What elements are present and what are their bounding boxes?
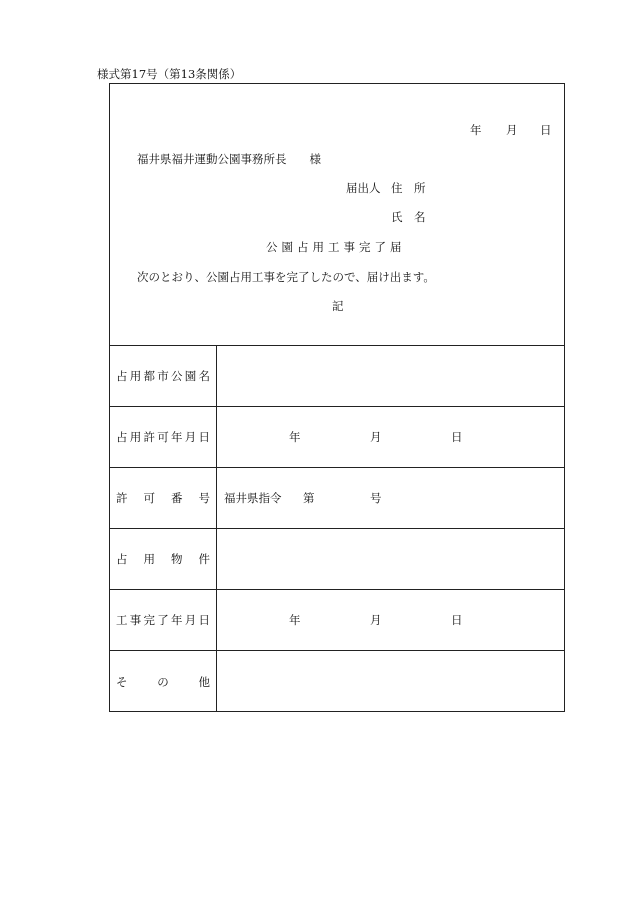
notifier-label: 届出人 (346, 181, 381, 195)
table-row-completion-date (110, 590, 564, 651)
permit-number-prefix: 福井県指令 (224, 491, 282, 505)
notifier-address-label: 住 所 (391, 181, 426, 195)
permit-date-year: 年 (289, 430, 301, 444)
completion-date-month: 月 (370, 613, 382, 627)
permit-date-field[interactable] (217, 407, 564, 467)
permit-number-dai: 第 (303, 491, 315, 505)
row-label: 占 用 都 市 公 園 名 (116, 369, 210, 383)
table-row-other (110, 651, 564, 712)
ki-mark: 記 (332, 299, 344, 313)
form-number-label: 様式第17号（第13条関係） (97, 67, 242, 81)
row-label: 占 用 許 可 年 月 日 (116, 430, 210, 444)
table-row-permit-date (110, 407, 564, 468)
table-row-occupied-object (110, 529, 564, 590)
completion-date-field[interactable] (217, 590, 564, 650)
permit-number-field[interactable] (217, 468, 564, 528)
permit-date-day: 日 (451, 430, 463, 444)
addressee: 福井県福井運動公園事務所長 様 (137, 152, 321, 166)
document-title: 公園占用工事完了届 (266, 240, 406, 254)
date-day: 日 (540, 123, 552, 137)
completion-date-year: 年 (289, 613, 301, 627)
park-name-field[interactable] (217, 346, 564, 406)
form-header (110, 84, 564, 346)
date-month: 月 (506, 123, 518, 137)
permit-date-month: 月 (370, 430, 382, 444)
row-label: そ の 他 (116, 674, 210, 689)
completion-date-day: 日 (451, 613, 463, 627)
row-label: 許 可 番 号 (116, 491, 210, 505)
other-field[interactable] (217, 651, 564, 712)
notification-form (109, 83, 565, 712)
notifier-name-label: 氏 名 (391, 210, 426, 224)
table-row-park-name (110, 346, 564, 407)
row-label: 占 用 物 件 (116, 552, 210, 566)
body-text: 次のとおり、公園占用工事を完了したので、届け出ます。 (137, 270, 435, 284)
date-year: 年 (470, 123, 482, 137)
table-row-permit-number (110, 468, 564, 529)
permit-number-go: 号 (370, 491, 382, 505)
occupied-object-field[interactable] (217, 529, 564, 589)
row-label: 工 事 完 了 年 月 日 (116, 613, 210, 627)
